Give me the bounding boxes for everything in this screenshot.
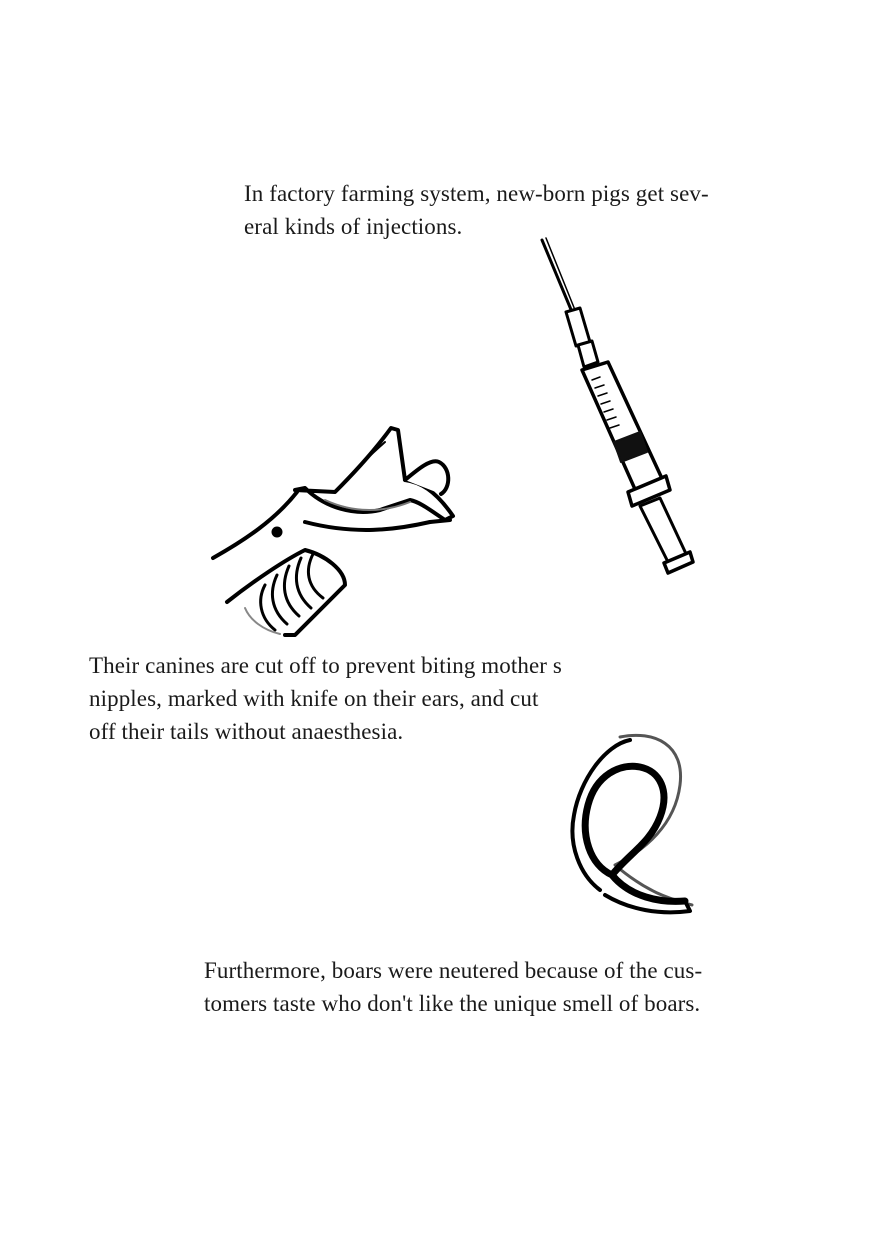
text-line: nipples, marked with knife on their ears, and cut <box>89 686 539 711</box>
text-line: eral kinds of injections. <box>244 214 463 239</box>
text-line: Furthermore, boars were neutered because of the cus- <box>204 958 703 983</box>
paragraph-mutilation <box>89 649 629 748</box>
syringe-icon <box>520 230 710 585</box>
pliers-icon <box>205 420 465 650</box>
text-line: Their canines are cut off to prevent biting mother s <box>89 653 562 678</box>
text-line: off their tails without anaesthesia. <box>89 719 404 744</box>
pig-tail-icon <box>560 725 710 920</box>
text-line: In factory farming system, new-born pigs get sev- <box>244 181 709 206</box>
paragraph-neutering <box>204 954 784 1020</box>
text-line: tomers taste who don't like the unique smell of boars. <box>204 991 701 1016</box>
